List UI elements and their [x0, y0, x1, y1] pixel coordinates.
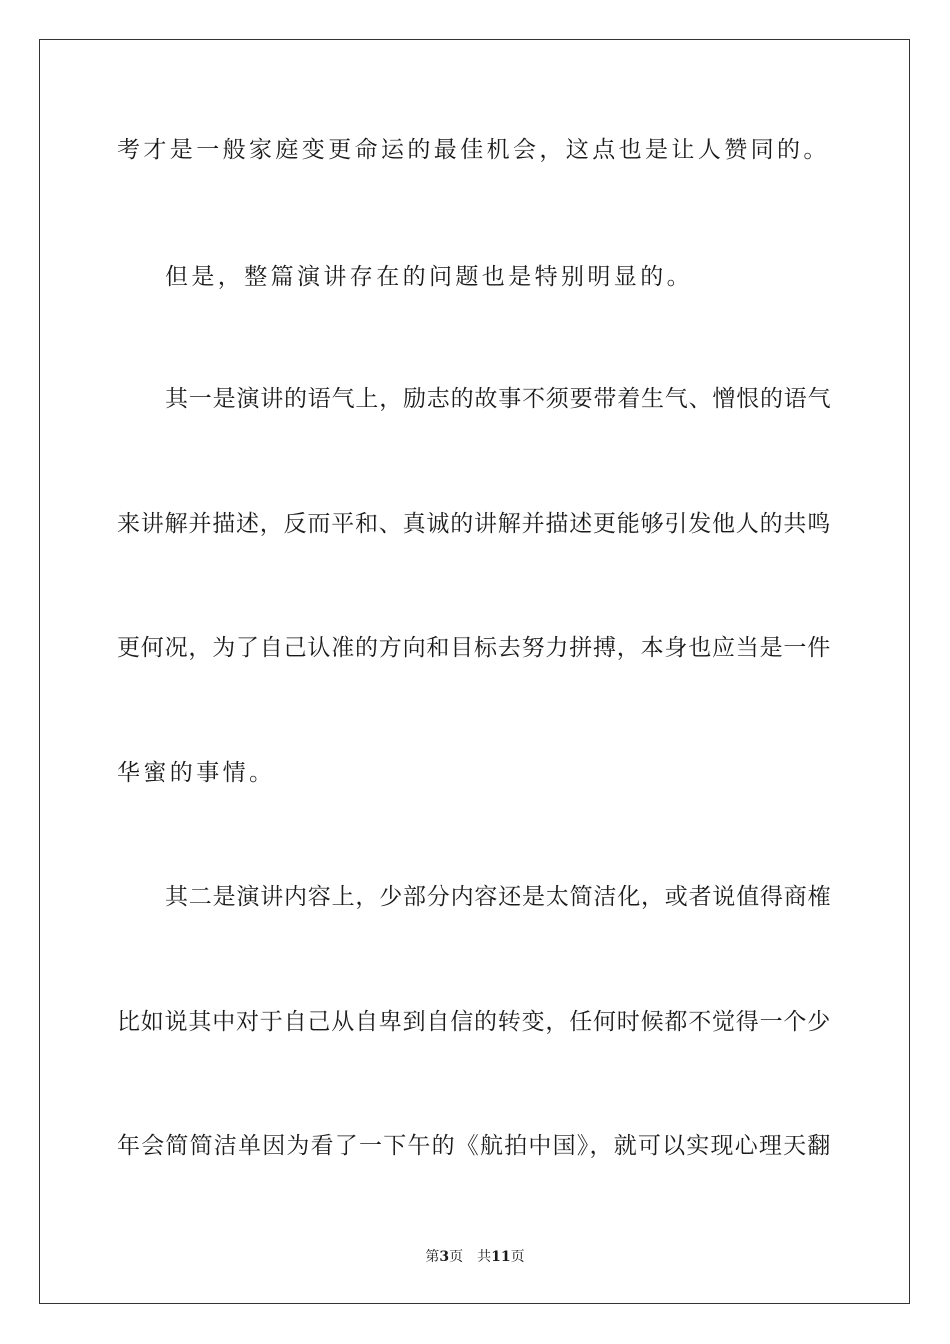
text-line-7: 其二是演讲内容上，少部分内容还是太简洁化，或者说值得商榷 — [165, 884, 832, 910]
text-line-3: 其一是演讲的语气上，励志的故事不须要带着生气、憎恨的语气 — [165, 386, 832, 412]
page-number: 3 — [439, 1249, 450, 1265]
text-line-5: 更何况，为了自己认准的方向和目标去努力拼搏，本身也应当是一件 — [117, 635, 831, 661]
text-line-9: 年会简简洁单因为看了一下午的《航拍中国》，就可以实现心理天翻 — [117, 1133, 832, 1159]
page-suffix: 页 — [449, 1249, 464, 1265]
total-prefix: 共 — [477, 1249, 492, 1265]
total-pages: 11 — [491, 1249, 511, 1265]
text-line-1: 考才是一般家庭变更命运的最佳机会，这点也是让人赞同的。 — [117, 137, 830, 163]
total-suffix: 页 — [510, 1249, 525, 1265]
text-line-2: 但是，整篇演讲存在的问题也是特别明显的。 — [165, 264, 693, 290]
page-footer — [0, 1248, 950, 1266]
page-prefix: 第 — [425, 1249, 440, 1265]
page-border — [39, 39, 910, 1304]
text-line-6: 华蜜的事情。 — [117, 760, 276, 786]
text-line-4: 来讲解并描述，反而平和、真诚的讲解并描述更能够引发他人的共鸣 — [117, 511, 831, 537]
text-line-8: 比如说其中对于自己从自卑到自信的转变，任何时候都不觉得一个少 — [117, 1009, 831, 1035]
